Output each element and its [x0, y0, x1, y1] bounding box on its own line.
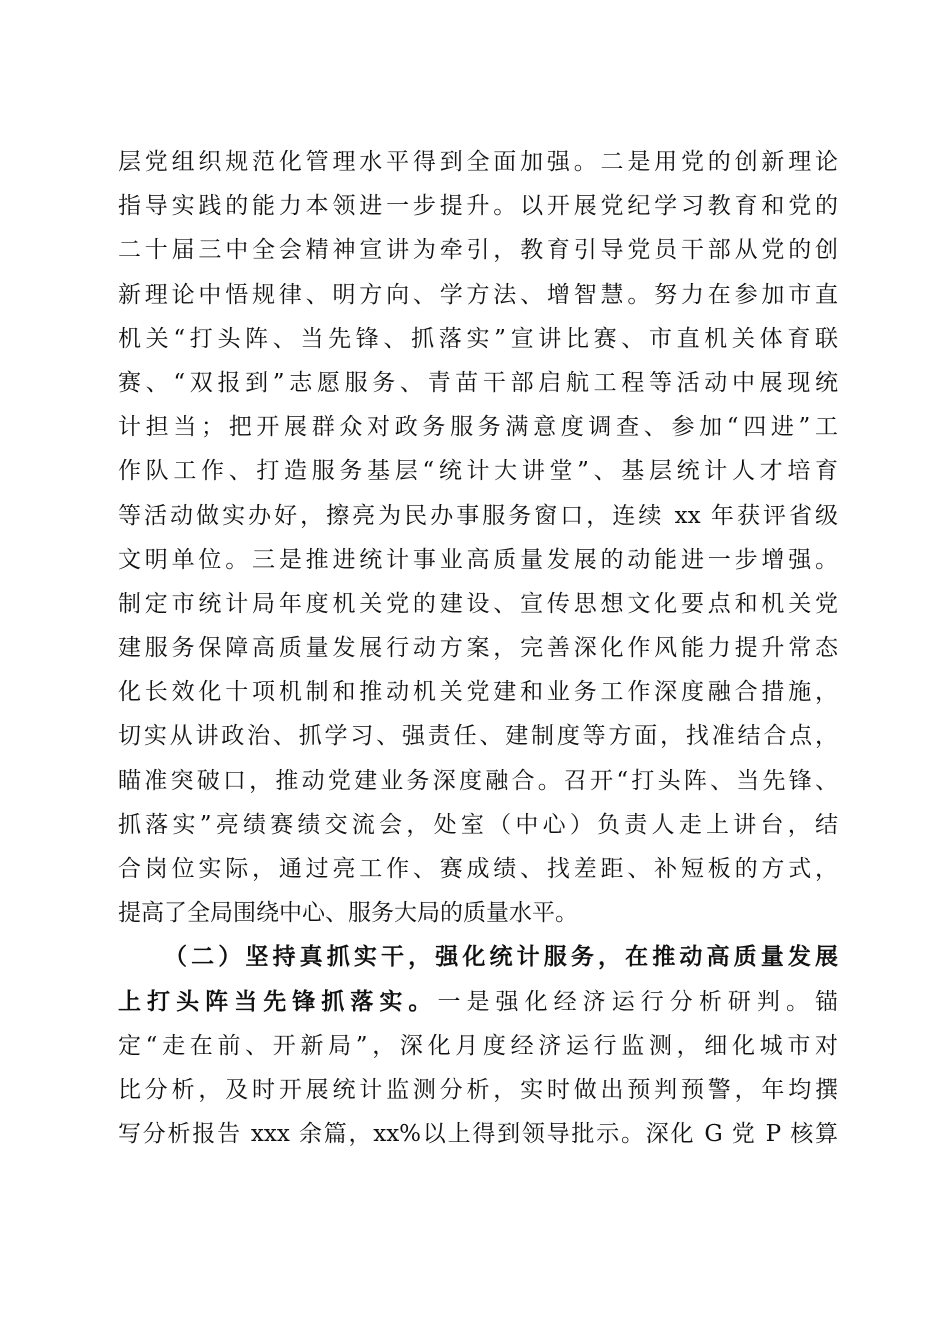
- paragraph-line: 文明单位。三是推进统计事业高质量发展的动能进一步增强。: [118, 546, 838, 573]
- paragraph-line: 定“走在前、开新局”，深化月度经济运行监测，细化城市对: [118, 1032, 838, 1059]
- section-heading-continuation: [118, 980, 838, 1024]
- paragraph-line: 瞄准突破口，推动党建业务深度融合。召开“打头阵、当先锋、: [118, 767, 838, 794]
- paragraph-line: 建服务保障高质量发展行动方案，完善深化作风能力提升常态: [118, 635, 838, 662]
- section-heading: （二）坚持真抓实干，强化统计服务，在推动高质量发展: [164, 943, 838, 971]
- document-body: [118, 140, 838, 1156]
- paragraph-line: 计担当；把开展群众对政务服务满意度调查、参加“四进”工: [118, 414, 838, 441]
- paragraph-line: 切实从讲政治、抓学习、强责任、建制度等方面，找准结合点，: [118, 723, 838, 750]
- paragraph-text: 一是强化经济运行分析研判。锚: [437, 988, 838, 1015]
- paragraph-line: 赛、“双报到”志愿服务、青苗干部启航工程等活动中展现统: [118, 369, 838, 396]
- paragraph-line: 等活动做实办好，擦亮为民办事服务窗口，连续 xx 年获评省级: [118, 502, 838, 529]
- paragraph-line: 抓落实”亮绩赛绩交流会，处室（中心）负责人走上讲台，结: [118, 811, 838, 838]
- paragraph-line: 作队工作、打造服务基层“统计大讲堂”、基层统计人才培育: [118, 458, 838, 485]
- paragraph-line: 写分析报告 xxx 余篇，xx%以上得到领导批示。深化 G 党 P 核算: [118, 1121, 838, 1148]
- paragraph-line: 合岗位实际，通过亮工作、赛成绩、找差距、补短板的方式，: [118, 856, 838, 882]
- paragraph-line: 提高了全局围绕中心、服务大局的质量水平。: [118, 900, 578, 927]
- paragraph-line: 比分析，及时开展统计监测分析，实时做出预判预警，年均撰: [118, 1076, 838, 1103]
- paragraph-line: 二十届三中全会精神宣讲为牵引，教育引导党员干部从党的创: [118, 237, 838, 264]
- paragraph-line: 新理论中悟规律、明方向、学方法、增智慧。努力在参加市直: [118, 281, 838, 308]
- paragraph-line: 化长效化十项机制和推动机关党建和业务工作深度融合措施，: [118, 679, 838, 706]
- section-heading-end: 上打头阵当先锋抓落实。: [118, 987, 438, 1015]
- paragraph-line: 层党组织规范化管理水平得到全面加强。二是用党的创新理论: [118, 149, 838, 175]
- paragraph-line: 指导实践的能力本领进一步提升。以开展党纪学习教育和党的: [118, 193, 838, 220]
- paragraph-line: 机关“打头阵、当先锋、抓落实”宣讲比赛、市直机关体育联: [118, 325, 838, 352]
- paragraph-line: 制定市统计局年度机关党的建设、宣传思想文化要点和机关党: [118, 590, 838, 617]
